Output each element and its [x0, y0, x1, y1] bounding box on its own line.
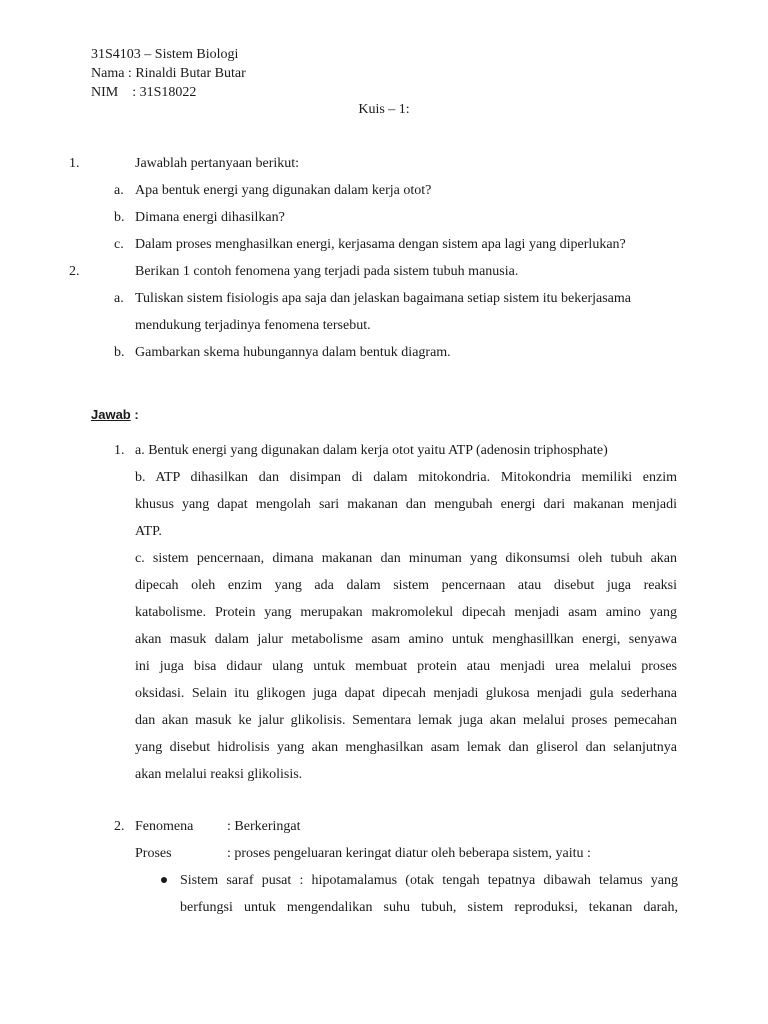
answer-1-line-10: oksidasi. Selain itu glikogen juga dapat dipecah menjadi glukosa menjadi gula sederhana — [135, 686, 677, 701]
bullet-saraf-pusat-line-1: Sistem saraf pusat : hipotamalamus (otak tengah tepatnya dibawah telamus yang — [180, 873, 678, 888]
student-nim — [91, 84, 196, 101]
answer-1-line-1: a. Bentuk energi yang digunakan dalam kerja otot yaitu ATP (adenosin triphosphate) — [135, 443, 608, 458]
answer-1-line-3: khusus yang dapat mengolah sari makanan dan mengubah energi dari makanan menjadi — [135, 497, 677, 512]
answer-1-line-2: b. ATP dihasilkan dan disimpan di dalam mitokondria. Mitokondria memiliki enzim — [135, 470, 677, 485]
fenomena-value: : Berkeringat — [227, 819, 301, 834]
question-1-number: 1. — [69, 156, 80, 171]
answer-1-line-5: c. sistem pencernaan, dimana makanan dan minuman yang dikonsumsi oleh tubuh akan — [135, 551, 677, 566]
question-2a-text-line-1: Tuliskan sistem fisiologis apa saja dan jelaskan bagaimana setiap sistem itu bekerjasama — [135, 291, 631, 306]
answer-heading — [91, 406, 139, 423]
question-1a-letter: a. — [114, 183, 124, 198]
answer-1-line-4: ATP. — [135, 524, 162, 539]
bullet-item-saraf-pusat — [180, 867, 678, 921]
fenomena-label: Fenomena — [135, 819, 194, 834]
nim-label: NIM — [91, 85, 119, 100]
question-1b-text: Dimana energi dihasilkan? — [135, 210, 285, 225]
question-1a-text: Apa bentuk energi yang digunakan dalam kerja otot? — [135, 183, 432, 198]
answer-1-line-8: akan masuk dalam jalur metabolisme asam amino untuk menghasillkan energi, senyawa — [135, 632, 677, 647]
student-name: Nama : Rinaldi Butar Butar — [91, 66, 246, 81]
answer-2-number: 2. — [114, 819, 125, 834]
proses-value: : proses pengeluaran keringat diatur oleh beberapa sistem, yaitu : — [227, 846, 591, 861]
question-2a-text-line-2: mendukung terjadinya fenomena tersebut. — [135, 318, 371, 333]
answer-1-line-6: dipecah oleh enzim yang ada dalam sistem pencernaan atau disebut juga reaksi — [135, 578, 677, 593]
answer-1-line-12: yang disebut hidrolisis yang akan menghasilkan asam lemak dan gliserol dan selanjutnya — [135, 740, 677, 755]
question-1c-text: Dalam proses menghasilkan energi, kerjasama dengan sistem apa lagi yang diperlukan? — [135, 237, 626, 252]
answer-1-line-9: ini juga bisa didaur ulang untuk membuat protein atau menjadi urea melalui proses — [135, 659, 677, 674]
question-2b-letter: b. — [114, 345, 125, 360]
answer-heading-colon: : — [130, 407, 139, 422]
proses-label: Proses — [135, 846, 172, 861]
question-2-text: Berikan 1 contoh fenomena yang terjadi pada sistem tubuh manusia. — [135, 264, 519, 279]
question-2-number: 2. — [69, 264, 80, 279]
answer-1-line-7: katabolisme. Protein yang merupakan makromolekul dipecah menjadi asam amino yang — [135, 605, 677, 620]
answer-1-line-13: akan melalui reaksi glikolisis. — [135, 767, 303, 782]
question-2b-text: Gambarkan skema hubungannya dalam bentuk diagram. — [135, 345, 451, 360]
answer-1-line-11: dan akan masuk ke jalur glikolisis. Sementara lemak juga akan melalui proses pemecahan — [135, 713, 677, 728]
answer-1-number: 1. — [114, 443, 125, 458]
bullet-saraf-pusat-line-2: berfungsi untuk mengendalikan suhu tubuh, sistem reproduksi, tekanan darah, — [180, 900, 678, 915]
answer-heading-label: Jawab — [91, 407, 131, 422]
answer-1-block — [135, 437, 677, 788]
question-2a-letter: a. — [114, 291, 124, 306]
question-1-text: Jawablah pertanyaan berikut: — [135, 156, 300, 171]
question-1c-letter: c. — [114, 237, 124, 252]
course-title: 31S4103 – Sistem Biologi — [91, 47, 239, 62]
bullet-icon — [161, 877, 167, 883]
nim-value: : 31S18022 — [132, 85, 197, 100]
quiz-title: Kuis – 1: — [358, 102, 410, 117]
question-1b-letter: b. — [114, 210, 125, 225]
